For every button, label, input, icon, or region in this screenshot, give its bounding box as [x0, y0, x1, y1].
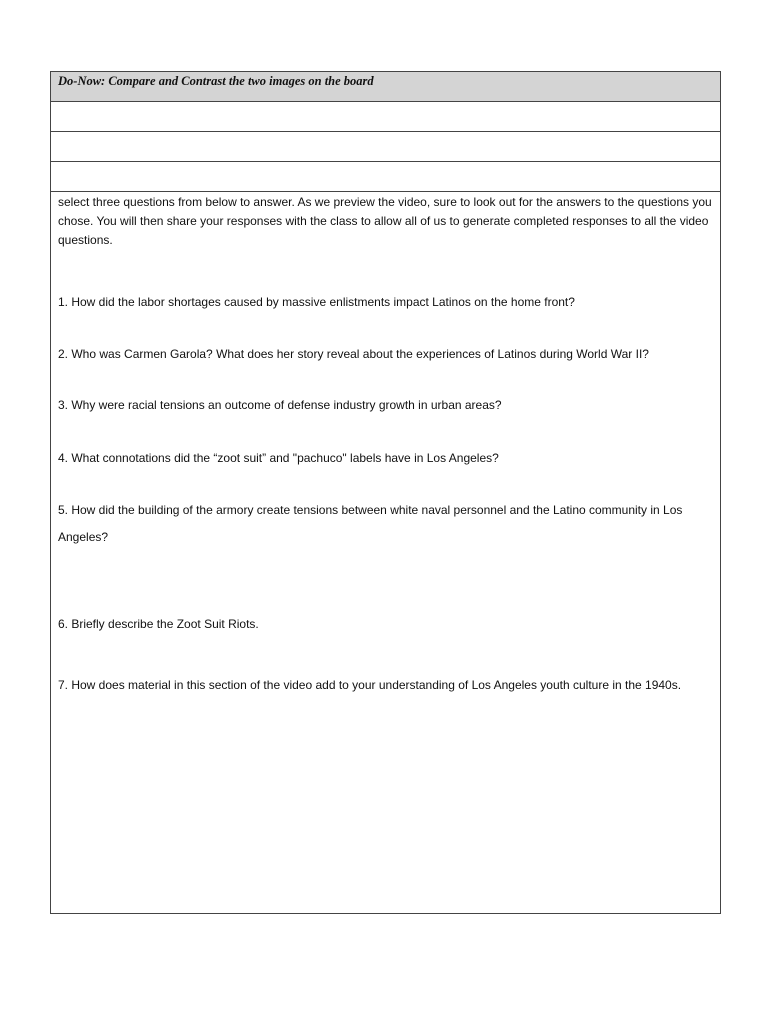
- answer-row-2: [51, 132, 720, 162]
- question-5: 5. How did the building of the armory create tensions between white naval personnel and the Latino community in Los Angeles?: [58, 503, 683, 544]
- answer-row-3: [51, 162, 720, 192]
- question-3: 3. Why were racial tensions an outcome of defense industry growth in urban areas?: [58, 398, 502, 412]
- question-2: 2. Who was Carmen Garola? What does her story reveal about the experiences of Latinos during World War II?: [58, 347, 649, 361]
- answer-row-1: [51, 102, 720, 132]
- question-7: 7. How does material in this section of the video add to your understanding of Los Angeles youth culture in the 1940s.: [58, 678, 682, 692]
- worksheet-table: [50, 71, 721, 914]
- questions-cell: [51, 192, 720, 699]
- instructions-paragraph: select three questions from below to answer. As we preview the video, sure to look out for the answers to the questions you chose. You will then share your responses with the class to allow all of us to generate completed responses to all the video questions.: [58, 195, 712, 247]
- question-6: 6. Briefly describe the Zoot Suit Riots.: [58, 617, 259, 631]
- question-1: 1. How did the labor shortages caused by massive enlistments impact Latinos on the home front?: [58, 295, 575, 309]
- do-now-header: Do-Now: Compare and Contrast the two images on the board: [51, 72, 720, 102]
- question-4: 4. What connotations did the “zoot suit” and "pachuco" labels have in Los Angeles?: [58, 451, 499, 465]
